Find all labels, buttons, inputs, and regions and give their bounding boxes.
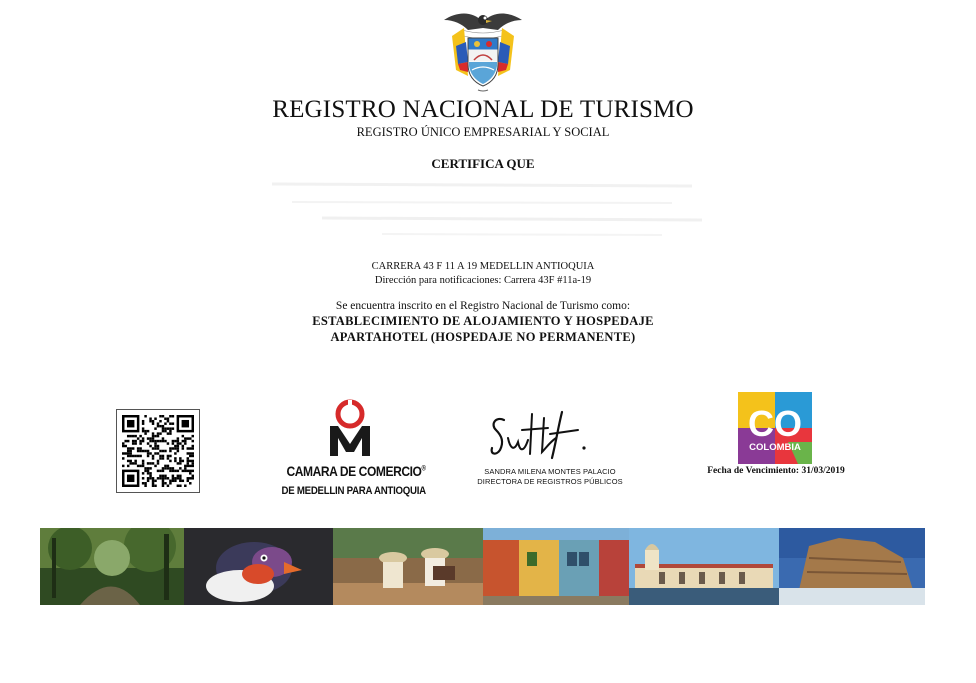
- co-logo-text: CO: [748, 403, 802, 444]
- colombia-coat-of-arms-icon: [438, 6, 528, 96]
- signer-role: DIRECTORA DE REGISTROS PÚBLICOS: [477, 477, 623, 486]
- chamber-name: CAMARA DE COMERCIO®: [286, 463, 426, 479]
- chamber-logo-icon: [326, 396, 374, 458]
- forest-path-photo: [40, 528, 184, 605]
- photo-banner: [40, 528, 925, 605]
- notification-address: Dirección para notificaciones: Carrera 43F #11a-19: [374, 275, 592, 286]
- registration-type: APARTAHOTEL (HOSPEDAJE NO PERMANENTE): [330, 330, 636, 344]
- co-colombia-logo-icon: [738, 392, 812, 464]
- rock-formation-photo: [779, 528, 925, 605]
- colonial-street-photo: [483, 528, 629, 605]
- chamber-location: DE MEDELLIN PARA ANTIOQUIA: [281, 485, 426, 497]
- qr-code-icon: [116, 409, 200, 493]
- registration-intro: Se encuentra inscrito en el Registro Nacional de Turismo como:: [335, 300, 631, 312]
- page-title: REGISTRO NACIONAL DE TURISMO: [272, 96, 694, 123]
- co-logo-caption: COLOMBIA: [749, 442, 801, 453]
- musicians-photo: [333, 528, 483, 605]
- page-subtitle: REGISTRO ÚNICO EMPRESARIAL Y SOCIAL: [356, 125, 610, 139]
- expiry-date: Fecha de Vencimiento: 31/03/2019: [707, 466, 845, 476]
- redacted-business-name: [262, 172, 704, 238]
- certifies-heading: CERTIFICA QUE: [431, 156, 535, 171]
- address-line: CARRERA 43 F 11 A 19 MEDELLIN ANTIOQUIA: [371, 261, 595, 272]
- signer-name: SANDRA MILENA MONTES PALACIO: [484, 467, 616, 476]
- condor-bird-photo: [184, 528, 333, 605]
- cathedral-photo: [629, 528, 779, 605]
- registration-category: ESTABLECIMIENTO DE ALOJAMIENTO Y HOSPEDAJE: [312, 314, 654, 328]
- signature-icon: [486, 408, 598, 466]
